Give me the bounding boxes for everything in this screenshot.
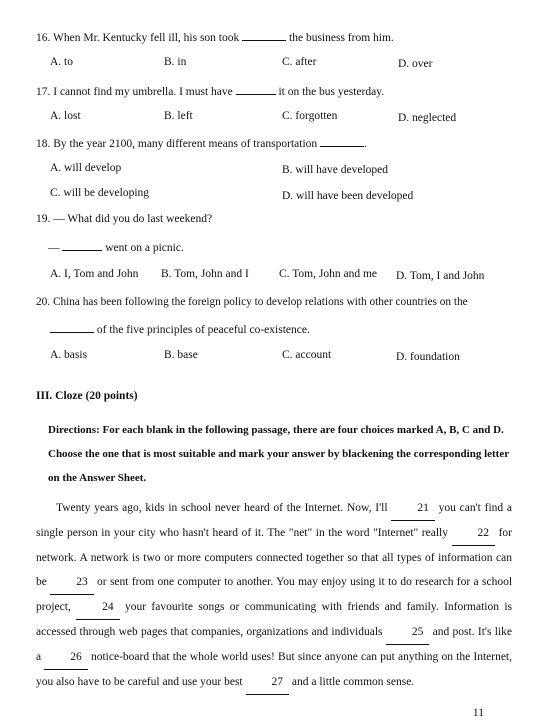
option-d: D. foundation: [396, 351, 460, 363]
option-b: B. will have developed: [282, 164, 389, 176]
directions-text: For each blank in the following passage, there are four choices marked A, B, C and D. Choose the one that is most suitable and mark your answer by blackening the corresponding letter on the Answer Sheet.: [48, 424, 509, 484]
question-16-text: 16. When Mr. Kentucky fell ill, his son took: [36, 32, 240, 44]
option-c: C. account: [282, 349, 332, 361]
option-b: B. left: [164, 110, 193, 122]
cloze-blank-27: 27: [246, 670, 290, 695]
question-20-stem: [36, 296, 512, 308]
passage-text: notice-board that the whole world uses! But since anyone can put anything on the Internet, you also have to be careful and use your best: [36, 651, 513, 688]
question-18-stem: [36, 136, 367, 150]
answer-blank: [242, 30, 286, 41]
passage-text: and a little common sense.: [291, 676, 415, 688]
option-a: A. will develop: [50, 162, 122, 174]
cloze-passage: [36, 496, 512, 695]
answer-blank: [62, 240, 102, 251]
question-17-text-end: it on the bus yesterday.: [278, 86, 385, 98]
cloze-blank-25: 25: [386, 620, 430, 645]
cloze-blank-26: 26: [44, 645, 88, 670]
question-19-stem: [36, 213, 212, 225]
section-title: III. Cloze (20 points): [36, 390, 138, 402]
question-18-text-end: .: [364, 138, 367, 150]
passage-text: for network. A network is two or more computers connected together so that all types of information can be: [36, 527, 513, 588]
option-d: D. Tom, I and John: [396, 270, 485, 282]
question-17-stem: [36, 84, 384, 98]
question-20-text: 20. China has been following the foreign policy to develop relations with other countries on the: [36, 296, 468, 308]
option-d: D. over: [398, 58, 433, 70]
cloze-blank-22: 22: [452, 521, 496, 546]
option-b: B. in: [164, 56, 187, 68]
question-18-text: 18. By the year 2100, many different means of transportation: [36, 138, 318, 150]
directions-label: Directions:: [48, 424, 100, 436]
passage-text: and post. It's like a: [36, 626, 513, 663]
question-19-text-end: went on a picnic.: [105, 242, 184, 254]
question-20-text-end: of the five principles of peaceful co-existence.: [96, 324, 310, 336]
option-d: D. neglected: [398, 112, 457, 124]
question-16-text-end: the business from him.: [289, 32, 394, 44]
option-c: C. will be developing: [50, 187, 150, 199]
passage-text: your favourite songs or communicating with friends and family. Information is accessed through web pages that companies, organizations and individuals: [36, 601, 513, 638]
option-a: A. lost: [50, 110, 81, 122]
question-16-stem: [36, 30, 394, 44]
option-a: A. basis: [50, 349, 88, 361]
passage-text: or sent from one computer to another. You may enjoy using it to do research for a school project,: [36, 576, 513, 613]
page-number: 11: [472, 707, 484, 719]
passage-text: Twenty years ago, kids in school never heard of the Internet. Now, I'll: [56, 502, 388, 514]
cloze-blank-24: 24: [76, 595, 120, 620]
question-19-text: 19. — What did you do last weekend?: [36, 213, 213, 225]
option-c: C. forgotten: [282, 110, 338, 122]
option-c: C. Tom, John and me: [279, 268, 378, 280]
option-b: B. base: [164, 349, 198, 361]
dash: —: [48, 242, 60, 254]
option-d: D. will have been developed: [282, 190, 414, 202]
option-a: A. to: [50, 56, 73, 68]
question-19-line2: [48, 240, 184, 254]
section-directions: [48, 418, 514, 490]
question-17-text: 17. I cannot find my umbrella. I must have: [36, 86, 233, 98]
question-20-line2: [50, 322, 310, 336]
answer-blank: [320, 136, 364, 147]
option-b: B. Tom, John and I: [161, 268, 249, 280]
passage-text: you can't find a single person in your city who hasn't heard of it. The "net" in the word "Internet" really: [36, 502, 513, 539]
option-c: C. after: [282, 56, 317, 68]
cloze-blank-21: 21: [391, 496, 435, 521]
answer-blank: [50, 322, 94, 333]
cloze-blank-23: 23: [50, 570, 94, 595]
answer-blank: [236, 84, 276, 95]
option-a: A. I, Tom and John: [50, 268, 139, 280]
